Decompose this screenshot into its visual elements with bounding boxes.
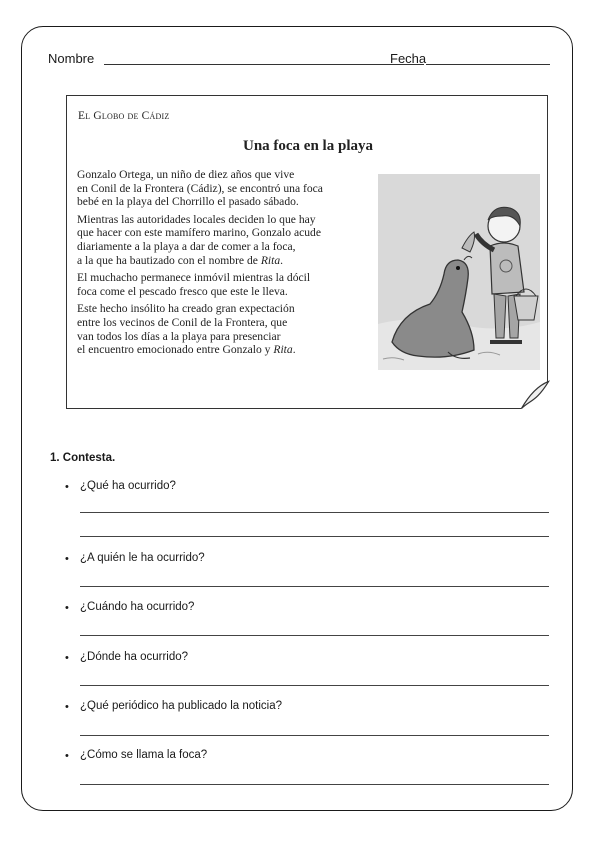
- answer-line[interactable]: [80, 635, 549, 636]
- bullet-icon: •: [65, 701, 69, 713]
- answer-line[interactable]: [80, 536, 549, 537]
- article-paragraph: Mientras las autoridades locales deciden lo que hay que hacer con este mamífero marino, Gonzalo acude diariamente a la playa a dar de comer a la foca, a la que ha bautizado con el nombre de Rita.: [77, 212, 322, 267]
- answer-line[interactable]: [80, 784, 549, 785]
- date-field[interactable]: [426, 64, 550, 65]
- answer-line[interactable]: [80, 685, 549, 686]
- seal-name: Rita: [260, 253, 281, 267]
- question-text: ¿A quién le ha ocurrido?: [80, 552, 205, 564]
- name-label: Nombre: [48, 51, 95, 66]
- name-field[interactable]: [104, 64, 424, 65]
- exercise-title: [50, 452, 115, 464]
- article-paragraph: Este hecho insólito ha creado gran expectación entre los vecinos de Conil de la Frontera, que van todos los días a la playa para presenciar el encuentro emocionado entre Gonzalo y Rita.: [77, 302, 296, 357]
- exercise-number: 1.: [50, 452, 60, 464]
- boy-feeding-seal-illustration: [378, 174, 540, 370]
- article-paragraph: El muchacho permanece inmóvil mientras la dócil foca come el pescado fresco que este le lleva.: [77, 271, 311, 298]
- bullet-icon: •: [65, 481, 69, 493]
- article-headline: Una foca en la playa: [242, 138, 373, 154]
- answer-line[interactable]: [80, 512, 549, 513]
- date-label: Fecha: [390, 51, 427, 66]
- question-text: ¿Qué ha ocurrido?: [80, 480, 176, 492]
- newspaper-name: El Globo de Cádiz: [78, 110, 170, 122]
- article-paragraph: Gonzalo Ortega, un niño de diez años que vive en Conil de la Frontera (Cádiz), se encontró una foca bebé en la playa del Chorrillo el pasado sábado.: [77, 168, 323, 209]
- question-text: ¿Cuándo ha ocurrido?: [80, 601, 195, 613]
- answer-line[interactable]: [80, 586, 549, 587]
- article-body: [77, 168, 377, 361]
- exercise-instruction: Contesta.: [62, 452, 116, 464]
- seal-name: Rita: [273, 343, 293, 357]
- bullet-icon: •: [65, 750, 69, 762]
- answer-line[interactable]: [80, 735, 549, 736]
- header-row: [48, 51, 550, 69]
- question-text: ¿Cómo se llama la foca?: [80, 749, 208, 761]
- question-text: ¿Dónde ha ocurrido?: [80, 651, 189, 663]
- page-curl-icon: [520, 380, 550, 410]
- bullet-icon: •: [65, 553, 69, 565]
- bullet-icon: •: [65, 602, 69, 614]
- question-text: ¿Qué periódico ha publicado la noticia?: [80, 700, 283, 712]
- bullet-icon: •: [65, 652, 69, 664]
